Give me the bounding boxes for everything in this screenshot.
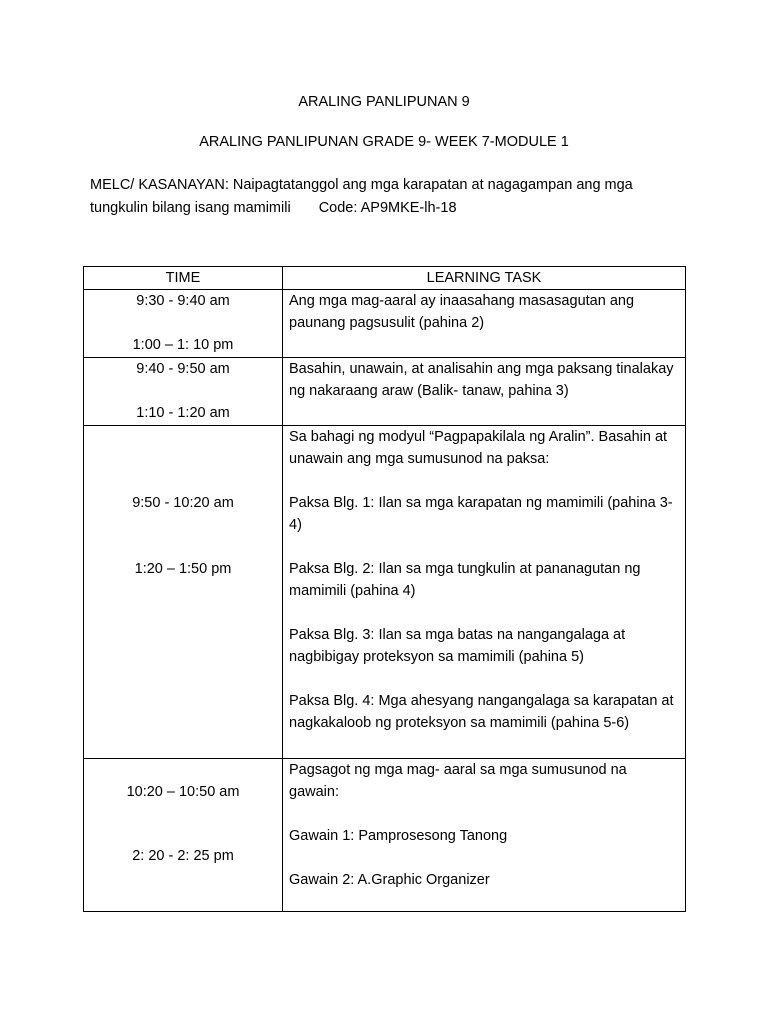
task-text: Basahin, unawain, at analisahin ang mga paksang tinalakay ng nakaraang araw (Balik- tanaw, pahina 3) [289,361,674,399]
time-morning: 9:50 - 10:20 am [132,495,234,511]
task-activity-1: Gawain 1: Pamprosesong Tanong [289,828,508,844]
task-intro: Sa bahagi ng modyul “Pagpapakilala ng Aralin”. Basahin at unawain ang mga sumusunod na paksa: [289,429,668,467]
time-morning: 9:30 - 9:40 am [136,293,230,309]
task-topic-4: Paksa Blg. 4: Mga ahesyang nangangalaga sa karapatan at nagkakaloob ng proteksyon sa mamimili (pahina 5-6) [289,693,674,731]
time-morning: 9:40 - 9:50 am [136,361,230,377]
melc-statement [90,174,690,220]
task-intro: Pagsagot ng mga mag- aaral sa mga sumusunod na gawain: [289,762,627,800]
table-row [84,358,686,426]
time-morning: 10:20 – 10:50 am [126,784,240,800]
time-afternoon: 1:10 - 1:20 am [136,405,230,421]
time-cell [84,759,283,912]
time-afternoon: 1:00 – 1: 10 pm [132,337,234,353]
time-cell [84,426,283,759]
schedule-table [83,266,686,912]
document-subtitle: ARALING PANLIPUNAN GRADE 9- WEEK 7-MODULE 1 [199,134,569,150]
task-cell [283,358,686,426]
header-learning-task: LEARNING TASK [283,267,686,290]
time-cell [84,358,283,426]
task-cell [283,290,686,358]
table-header-row [84,267,686,290]
time-afternoon: 1:20 – 1:50 pm [134,561,232,577]
melc-code: Code: AP9MKE-lh-18 [318,200,457,216]
document-title: ARALING PANLIPUNAN 9 [298,94,470,110]
task-topic-2: Paksa Blg. 2: Ilan sa mga tungkulin at pananagutan ng mamimili (pahina 4) [289,561,641,599]
task-cell [283,426,686,759]
table-row [84,759,686,912]
table-row [84,426,686,759]
table-row [84,290,686,358]
task-topic-3: Paksa Blg. 3: Ilan sa mga batas na nangangalaga at nagbibigay proteksyon sa mamimili (pahina 5) [289,627,626,665]
task-cell [283,759,686,912]
time-cell [84,290,283,358]
task-activity-2: Gawain 2: A.Graphic Organizer [289,872,490,888]
header-time: TIME [84,267,283,290]
task-topic-1: Paksa Blg. 1: Ilan sa mga karapatan ng mamimili (pahina 3-4) [289,495,673,533]
task-text: Ang mga mag-aaral ay inaasahang masasagutan ang paunang pagsusulit (pahina 2) [289,293,635,331]
melc-text: MELC/ KASANAYAN: Naipagtatanggol ang mga karapatan at nagagampan ang mga tungkulin bilang isang mamimili [90,177,633,216]
time-afternoon: 2: 20 - 2: 25 pm [132,848,234,864]
